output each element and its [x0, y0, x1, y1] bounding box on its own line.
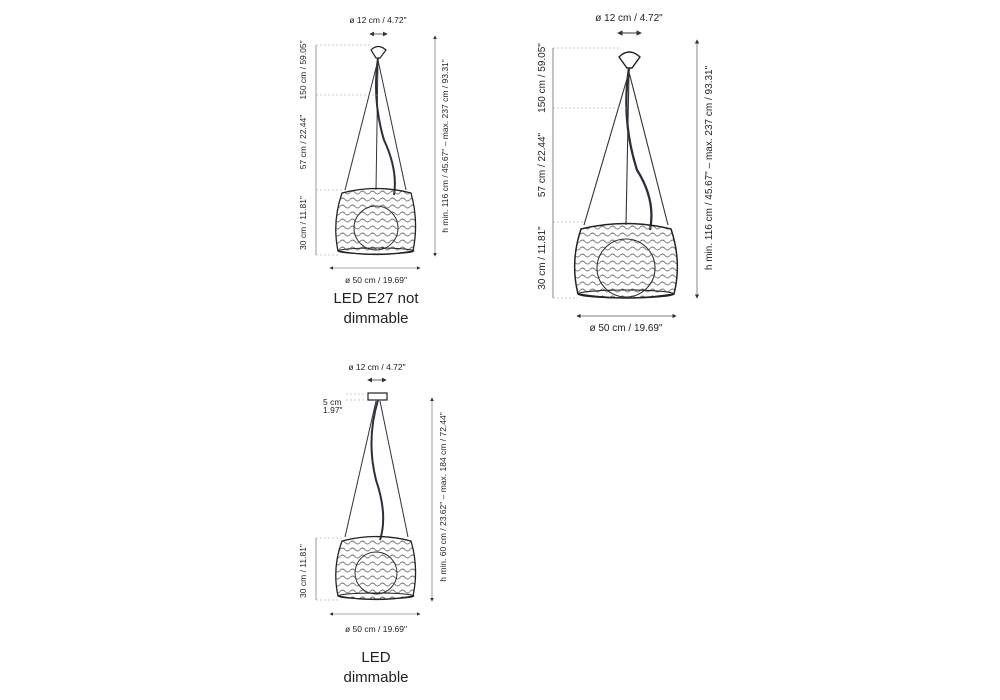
canopy: [371, 47, 386, 59]
caption-line-1: LED E27 not: [333, 290, 419, 307]
total-height-label: h min. 116 cm / 45.67" – max. 237 cm / 93.31": [704, 65, 715, 271]
shade: [336, 189, 416, 255]
power-cable: [626, 68, 651, 230]
shade-diameter-label: ø 50 cm / 19.69": [344, 624, 408, 634]
total-height-label: h min. 116 cm / 45.67" – max. 237 cm / 93.31": [440, 59, 450, 233]
drawing-1: [298, 15, 450, 285]
suspension-length-label: 57 cm / 22.44": [537, 132, 548, 198]
canopy-diameter-label: ø 12 cm / 4.72": [595, 13, 663, 24]
suspension-wire-left: [584, 72, 629, 225]
shade-height-label: 30 cm / 11.81": [537, 226, 548, 290]
cable-length-label: 150 cm / 59.05": [298, 40, 308, 100]
shade: [336, 537, 416, 600]
caption-drawing-1: [316, 289, 436, 329]
canopy-height-label-line2: 1.97": [323, 405, 343, 415]
canopy-height-label-line1: 5 cm: [323, 397, 342, 407]
canopy: [368, 393, 387, 400]
drawing-3: [298, 362, 448, 634]
caption-line-2: dimmable: [343, 669, 409, 686]
cable-length-label: 150 cm / 59.05": [537, 43, 548, 113]
suspension-wire-right: [380, 401, 408, 537]
canopy-diameter-label: ø 12 cm / 4.72": [349, 15, 407, 25]
total-height-label: h min. 60 cm / 23.62" – max. 184 cm / 72.44": [438, 412, 448, 582]
shade-height-label: 30 cm / 11.81": [298, 196, 308, 250]
shade-height-label: 30 cm / 11.81": [298, 544, 308, 598]
suspension-wire-left: [345, 60, 378, 190]
shade-diameter-label: ø 50 cm / 19.69": [589, 323, 663, 334]
suspension-wire-right: [378, 60, 406, 190]
suspension-wire-left: [345, 401, 376, 537]
shade-diameter-label: ø 50 cm / 19.69": [344, 275, 408, 285]
drawing-2: [537, 13, 715, 334]
suspension-wire-right: [629, 72, 668, 225]
canopy-diameter-label: ø 12 cm / 4.72": [348, 362, 406, 372]
caption-line-1: LED: [361, 649, 391, 666]
caption-line-2: dimmable: [343, 310, 409, 327]
shade: [575, 224, 678, 299]
caption-drawing-3: [316, 648, 436, 688]
suspension-length-label: 57 cm / 22.44": [298, 114, 308, 170]
power-cable: [371, 400, 383, 540]
canopy: [619, 52, 640, 68]
